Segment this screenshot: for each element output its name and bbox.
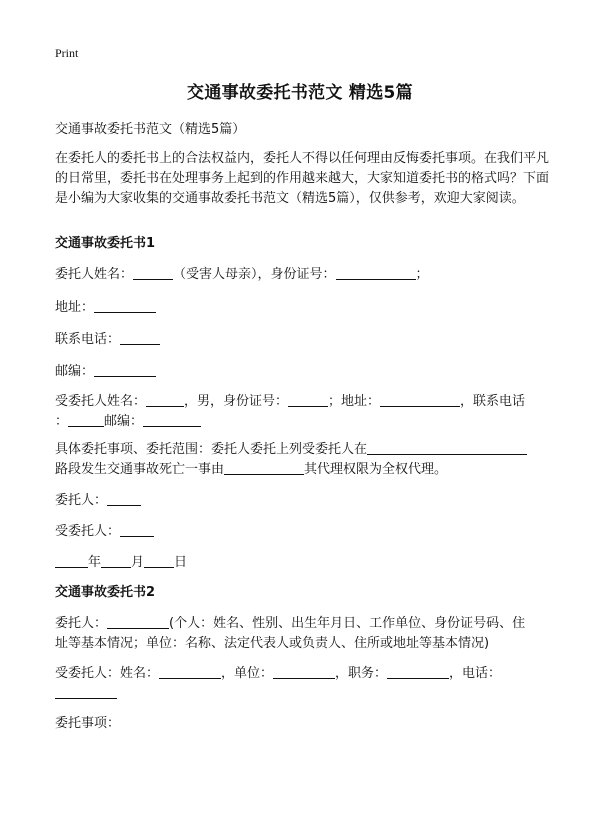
postcode-blank[interactable]: [94, 362, 156, 377]
postcode-label: 邮编：: [55, 364, 95, 379]
address-blank[interactable]: [94, 298, 156, 313]
agent-name-blank[interactable]: [146, 392, 184, 407]
client-name-blank[interactable]: [133, 265, 173, 280]
client-name-label: 委托人姓名：: [55, 267, 134, 282]
address-label: 地址：: [55, 300, 95, 315]
agent2-name-label: 受委托人：姓名：: [55, 666, 160, 681]
agent2-block: [55, 664, 550, 704]
agent-phone-blank[interactable]: [68, 412, 104, 427]
section2-heading: 交通事故委托书2: [55, 585, 156, 600]
agent2-position-label: ，职务：: [335, 666, 388, 681]
client2-desc-a: (个人：姓名、性别、出生年月日、工作单位、身份证号码、住: [169, 616, 526, 631]
address-line: [55, 297, 550, 318]
agent2-position-blank[interactable]: [387, 664, 449, 679]
agent-id-blank[interactable]: [288, 392, 328, 407]
agent2-unit-label: ，单位：: [221, 666, 274, 681]
day-blank[interactable]: [144, 553, 174, 568]
sign-agent-blank[interactable]: [120, 522, 154, 537]
sign-client-blank[interactable]: [107, 491, 141, 506]
client2-blank[interactable]: [107, 614, 169, 629]
year-blank[interactable]: [55, 553, 88, 568]
date-line: [55, 552, 550, 573]
section1-heading: 交通事故委托书1: [55, 236, 156, 251]
phone-line: [55, 329, 550, 350]
postcode-line: [55, 361, 550, 382]
agent-address-blank[interactable]: [380, 392, 460, 407]
matters2-line: [55, 713, 550, 734]
sign-agent-line: [55, 521, 550, 542]
agent2-name-blank[interactable]: [159, 664, 221, 679]
agent-address-label: ；地址：: [328, 394, 381, 409]
client2-desc-b: 址等基本情况；单位：名称、法定代表人或负责人、住所或地址等基本情况): [55, 636, 490, 651]
month-blank[interactable]: [101, 553, 131, 568]
agent2-phone-blank[interactable]: [55, 684, 117, 699]
year-label: 年: [88, 555, 102, 570]
agent-phone-label: ，联系电话: [460, 394, 526, 409]
accident-location-blank[interactable]: [367, 440, 527, 455]
phone-blank[interactable]: [120, 330, 160, 345]
agent-postcode-blank[interactable]: [143, 412, 201, 427]
month-label: 月: [131, 555, 145, 570]
page-title: 交通事故委托书范文 精选5篇: [187, 83, 413, 103]
agent-postcode-label: 邮编：: [104, 414, 144, 429]
intro-paragraph: 在委托人的委托书上的合法权益内，委托人不得以任何理由反悔委托事项。在我们平凡的日常里，委托书在处理事务上起到的作用越来越大，大家知道委托书的格式吗？下面是小编为大家收集的交通事故委托书范文（精选5篇），仅供参考，欢迎大家阅读。: [55, 151, 550, 206]
agent-info-block: [55, 392, 550, 432]
agent-name-label: 受委托人姓名：: [55, 394, 147, 409]
print-link[interactable]: Print: [55, 46, 79, 60]
agent2-phone-label: ，电话：: [449, 666, 502, 681]
client2-block: [55, 614, 550, 654]
matters2-label: 委托事项：: [55, 716, 121, 731]
client2-label: 委托人：: [55, 616, 108, 631]
client-name-line: [55, 264, 550, 285]
sign-agent-label: 受委托人：: [55, 524, 121, 539]
matters-text-b: 路段发生交通事故死亡一事由: [55, 462, 225, 477]
client-id-blank[interactable]: [336, 265, 416, 280]
matters-block: [55, 440, 550, 480]
matters-text-a: 具体委托事项、委托范围：委托人委托上列受委托人在: [55, 442, 368, 457]
intro-subtitle: 交通事故委托书范文（精选5篇）: [55, 122, 246, 137]
day-label: 日: [174, 555, 188, 570]
agent-colon: ：: [55, 414, 69, 429]
matters-text-c: 其代理权限为全权代理。: [304, 462, 448, 477]
semicolon: ；: [415, 267, 429, 282]
agent2-unit-blank[interactable]: [273, 664, 335, 679]
agent-handle-blank[interactable]: [224, 460, 304, 475]
client-relation-label: （受害人母亲），身份证号：: [173, 267, 336, 282]
agent-gender-label: ，男，身份证号：: [184, 394, 289, 409]
phone-label: 联系电话：: [55, 332, 121, 347]
sign-client-label: 委托人：: [55, 493, 108, 508]
sign-client-line: [55, 490, 550, 511]
